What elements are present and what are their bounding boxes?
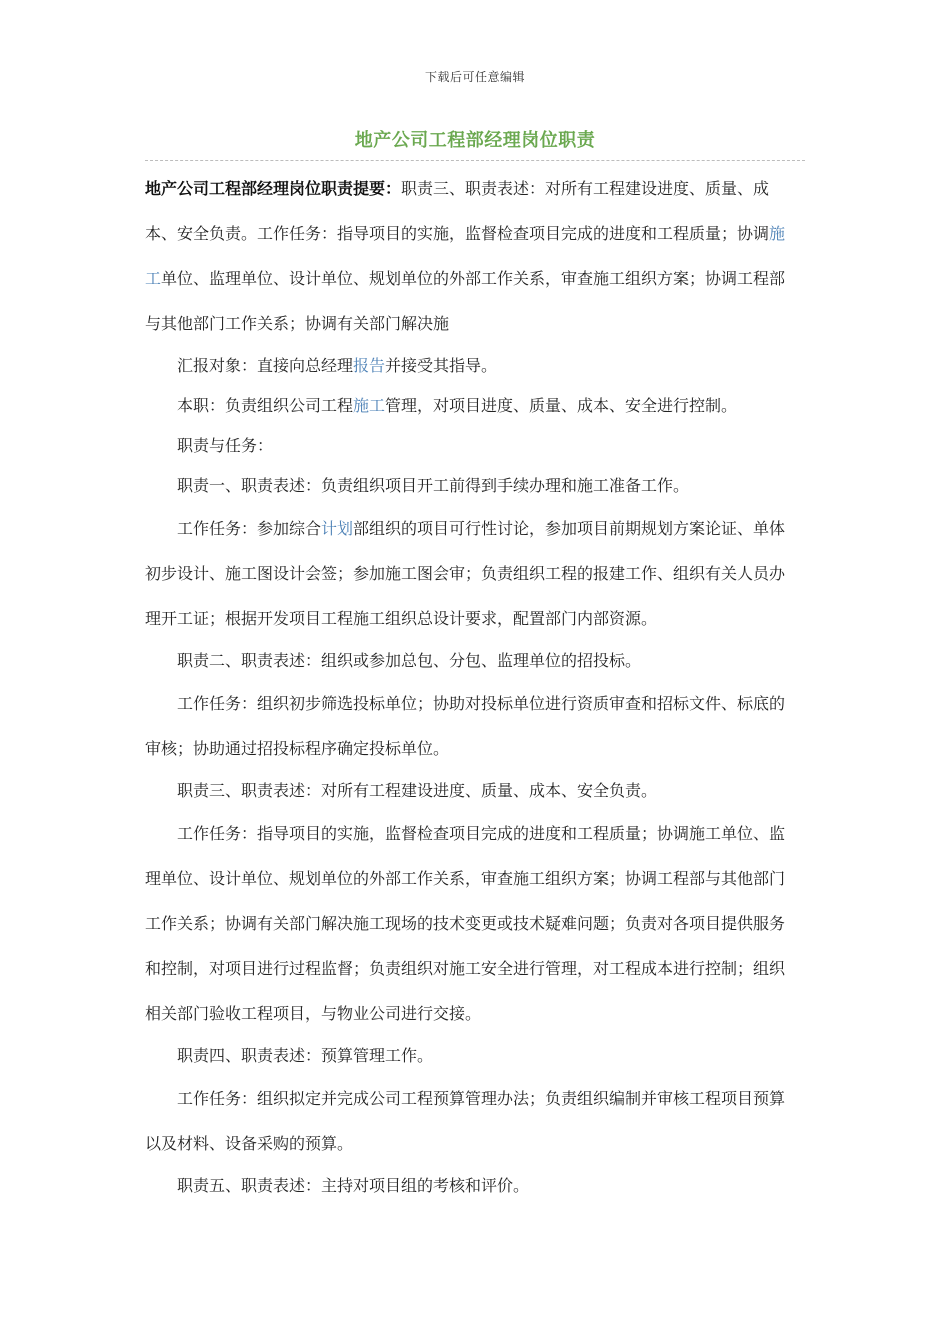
role-text-1: 本职：负责组织公司工程	[177, 396, 354, 415]
report-text-1: 汇报对象：直接向总经理	[177, 356, 354, 375]
summary-paragraph	[145, 166, 800, 346]
document-body	[145, 166, 800, 1206]
duties-heading: 职责与任务：	[177, 436, 274, 455]
duty4-task: 工作任务：组织拟定并完成公司工程预算管理办法；负责组织编制并审核工程项目预算以及材料、设备采购的预算。	[145, 1089, 786, 1153]
report-text-2: 并接受其指导。	[385, 356, 498, 375]
role-text-2: 管理，对项目进度、质量、成本、安全进行控制。	[385, 396, 738, 415]
duty3-statement: 职责三、职责表述：对所有工程建设进度、质量、成本、安全负责。	[177, 781, 658, 800]
header-note: 下载后可任意编辑	[424, 70, 525, 84]
duty3-task: 工作任务：指导项目的实施，监督检查项目完成的进度和工程质量；协调施工单位、监理单位、设计单位、规划单位的外部工作关系，审查施工组织方案；协调工程部与其他部门工作关系；协调有关部门解决施工现场的技术变更或技术疑难问题；负责对各项目提供服务和控制，对项目进行过程监督；负责组织对施工安全进行管理，对工程成本进行控制；组织相关部门验收工程项目，与物业公司进行交接。	[145, 824, 786, 1023]
duty1-statement: 职责一、职责表述：负责组织项目开工前得到手续办理和施工准备工作。	[177, 476, 690, 495]
summary-label: 地产公司工程部经理岗位职责提要	[145, 179, 386, 198]
duty1-task-text-2: 部组织的项目可行性讨论，参加项目前期规划方案论证、单体初步设计、施工图设计会签；参加施工图会审；负责组织工程的报建工作、组织有关人员办理开工证；根据开发项目工程施工组织总设计要求，配置部门内部资源。	[145, 519, 786, 628]
title-divider	[145, 160, 805, 161]
report-paragraph	[145, 346, 800, 386]
duty2-statement: 职责二、职责表述：组织或参加总包、分包、监理单位的招投标。	[177, 651, 642, 670]
document-title: 地产公司工程部经理岗位职责	[354, 130, 596, 151]
duty2-task: 工作任务：组织初步筛选投标单位；协助对投标单位进行资质审查和招标文件、标底的审核；协助通过招投标程序确定投标单位。	[145, 694, 786, 758]
role-link-construction[interactable]: 施工	[353, 396, 386, 415]
duty1-task-text-1: 工作任务：参加综合	[177, 519, 322, 538]
report-link[interactable]: 报告	[353, 356, 386, 375]
duty5-statement: 职责五、职责表述：主持对项目组的考核和评价。	[177, 1176, 530, 1195]
summary-text-2: 单位、监理单位、设计单位、规划单位的外部工作关系，审查施工组织方案；协调工程部与其他部门工作关系；协调有关部门解决施	[145, 269, 786, 333]
summary-link-construction[interactable]: 施工	[145, 224, 786, 288]
duty1-task-link-plan[interactable]: 计划	[321, 519, 354, 538]
summary-text-1: 职责三、职责表述：对所有工程建设进度、质量、成本、安全负责。工作任务：指导项目的实施，监督检查项目完成的进度和工程质量；协调	[145, 179, 770, 243]
role-paragraph	[145, 386, 800, 426]
duty4-statement: 职责四、职责表述：预算管理工作。	[177, 1046, 434, 1065]
summary-label-separator: ：	[385, 179, 402, 198]
duty1-task	[145, 506, 800, 641]
